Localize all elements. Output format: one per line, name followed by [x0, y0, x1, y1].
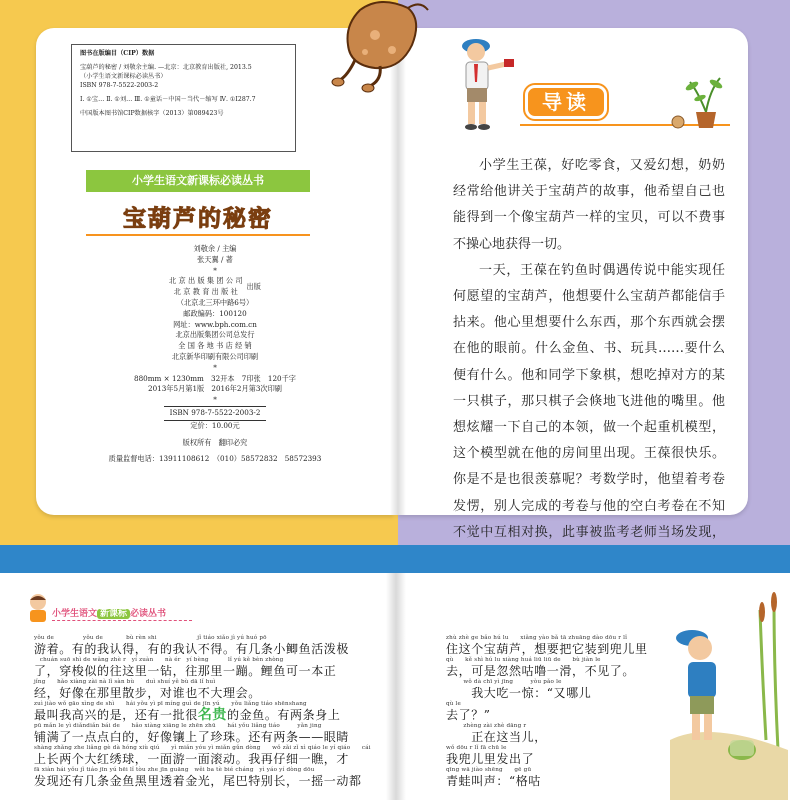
pinyin-line: zuì jiào wǒ gāo xìng de shì hái yǒu yì pī míng guì de jīn yú yǒu liǎng tiáo shēnshang: [34, 701, 307, 707]
text-line: [446, 634, 676, 656]
hanzi-line: 最叫我高兴的是，还有一批很名贵的金鱼。有两条身上: [34, 707, 341, 723]
format-spec: 880mm × 1230mm 32开本 7印张 120千字: [134, 373, 296, 383]
pinyin-line: qù le: [446, 701, 462, 707]
star-divider: *: [213, 265, 217, 275]
guide-body: [453, 153, 725, 572]
hanzi-line: 正在这当儿，: [446, 730, 547, 744]
pinyin-line: pū mǎn le yì diǎndiǎn bái de hǎo xiàng xiāng le zhēn zhū hái yǒu liǎng tiáo yǎn jing: [34, 723, 322, 729]
hanzi-line: 我大吃一惊：“又哪儿: [446, 686, 592, 700]
pinyin-line: qù kě shì hú lu xiàng huá liū liū de bù jiàn le: [446, 657, 601, 663]
gourd-monster-illustration: [320, 0, 440, 95]
text-line: [446, 722, 676, 744]
pinyin-line: qīng wā jiào shēng gē gū: [446, 767, 532, 773]
header-tag: 新课标: [97, 609, 130, 619]
cip-line: 中国版本图书馆CIP数据核字（2013）第089423号: [80, 110, 224, 117]
pinyin-line: zhù zhè ge bǎo hú lu xiǎng yào bǎ tā zhuāng dào dōu r lǐ: [446, 635, 628, 641]
pinyin-line: yǒu de yǒu de bù rèn shi jǐ tiáo xiǎo jì yú huó pō: [34, 635, 267, 641]
colophon: [36, 244, 394, 465]
hanzi-line: 经，好像在那里散步，对谁也不大理会。: [34, 686, 261, 700]
kid-reading-icon: [24, 592, 52, 624]
isbn-box: ISBN 978-7-5522-2003-2: [164, 406, 267, 421]
running-header: [52, 606, 166, 619]
pinyin-line: jǐng hǎo xiàng zài nà lǐ sàn bù duì shuí yě bù dā lǐ huì: [34, 679, 216, 685]
cip-data-box: [71, 44, 296, 152]
postcode: 邮政编码：100120: [183, 308, 247, 318]
text-line: [34, 700, 386, 722]
pinyin-line: wǒ dōu r lǐ fā chū le: [446, 745, 507, 751]
address: （北京北三环中路6号）: [176, 297, 254, 307]
story-book-spine: [386, 573, 406, 800]
boy-with-gourd-illustration: [670, 590, 788, 800]
header-rule: [52, 620, 192, 621]
potted-plant-illustration: [668, 72, 728, 132]
hanzi-line: 游着。有的我认得，有的我认不得。有几条小鲫鱼活泼极: [34, 642, 350, 656]
star-divider: *: [213, 395, 217, 405]
pinyin-line: zhèng zài zhè dāng r: [446, 723, 527, 729]
pinyin-line: chuán suō shì de wǎng zhè r yí zuàn nà ér yí bèng lǐ yú kě bèn zhòng: [34, 657, 284, 663]
title-rule: [86, 234, 310, 236]
hanzi-line: 上长两个大红绣球，一面游一面滚动。我再仔细一瞧，才: [34, 752, 350, 766]
text-line: [446, 766, 676, 788]
author: 张天翼 / 著: [197, 254, 233, 264]
pinyin-line: fā xiàn hái yǒu jǐ tiáo jīn yú hēi lǐ tòu zhe jīn guāng wěi ba tè bié cháng yì yáo yí dòng dōu: [34, 767, 315, 773]
text-line: [34, 656, 386, 678]
guide-paragraph: 小学生王葆，好吃零食，又爱幻想，奶奶经常给他讲关于宝葫芦的故事，他希望自己也能得到一个像宝葫芦一样的宝贝，可以不费事不操心地获得一切。: [453, 158, 725, 252]
website: 网址：www.bph.com.cn: [173, 319, 257, 329]
distributor: 北京出版集团公司总发行: [175, 330, 255, 340]
hanzi-line: 我兜儿里发出了: [446, 752, 535, 766]
publish-label: 出版: [246, 281, 261, 291]
pinyin-line: wǒ dà chī yì jīng yòu pǎo le: [446, 679, 562, 685]
publisher-group: 北 京 出 版 集 团 公 司: [169, 276, 243, 286]
editor: 刘敬余 / 主编: [193, 244, 237, 253]
quality-hotline: 质量监督电话：13911108612 （010）58572832 58572393: [108, 454, 322, 464]
text-line: [34, 744, 386, 766]
cip-heading: 图书在版编目（CIP）数据: [80, 50, 155, 57]
story-right-text: [446, 634, 676, 788]
price: 定价：10.00元: [190, 420, 240, 430]
text-line: [34, 722, 386, 744]
text-line: [446, 656, 676, 678]
highlighted-word: 名贵: [197, 707, 228, 723]
header-prefix: 小学生语文: [52, 609, 98, 619]
hanzi-line: 住这个宝葫芦，想要把它装到兜儿里: [446, 642, 648, 656]
story-left-text: [34, 634, 386, 788]
header-suffix: 必读丛书: [130, 609, 167, 619]
printer: 北京新华印刷有限公司印刷: [171, 351, 259, 361]
text-line: [446, 744, 676, 766]
hanzi-line: 发现还有几条金鱼黑里透着金光，尾巴特别长，一摇一动都: [34, 774, 362, 788]
text-line: [34, 634, 386, 656]
edition-info: 2013年5月第1版 2016年2月第3次印刷: [148, 384, 282, 394]
hanzi-line: 铺满了一点点白的，好像镶上了珍珠。还有两条——眼睛: [34, 730, 350, 744]
text-line: [34, 766, 386, 788]
hanzi-line: 去了？”: [446, 708, 491, 722]
seller: 全 国 各 地 书 店 经 销: [178, 341, 252, 351]
cip-line: Ⅰ. ①宝… Ⅱ. ①刘… Ⅲ. ①童话－中国－当代－缩写 Ⅳ. ①I287.7: [80, 96, 256, 103]
guide-paragraph: 一天，王葆在钓鱼时偶遇传说中能实现任何愿望的宝葫芦，他想要什么宝葫芦都能信手拈来。他心里想要什么东西，那个东西就会摆在他的眼前。什么金鱼、书、玩具……要什么便有什么。他和同学下象棋，想吃掉对方的某一只棋子，那只棋子会倏地飞进他的嘴里。他想炫耀一下自己的本领，做一个起重机模型，这个模型就在他的房间里出现。王葆很快乐。你是不是也很羡慕呢？考数学时，他望着考卷发愣，别人完成的考卷与他的空白考卷在不知不觉中互相对换，此事被监考老师当场发现，: [453, 262, 725, 540]
cip-line: 宝葫芦的秘密 / 刘敬余主编. —北京：北京教育出版社, 2013.5: [80, 64, 252, 71]
cip-line: （小学生语文新课标必读丛书）: [80, 73, 167, 80]
boy-holding-card-illustration: [448, 32, 518, 137]
hanzi-line: 了，穿梭似的往这里一钻，往那里一蹦。鲤鱼可一本正: [34, 664, 337, 678]
pinyin-line: shàng zhǎng zhe liǎng gè dà hóng xiù qiú yì miǎn yóu yì miǎn gǔn dòng wǒ zǎi zǐ xì qiáo le yí qiáo cái: [34, 745, 371, 751]
book-title: 宝葫芦的秘密: [123, 206, 273, 232]
publisher-press: 北 京 教 育 出 版 社: [173, 287, 238, 297]
cip-line: ISBN 978-7-5522-2003-2: [80, 82, 159, 89]
hanzi-line: 青蛙叫声：“格咕: [446, 774, 541, 788]
rights-notice: 版权所有 翻印必究: [182, 437, 248, 447]
guide-title: 导读: [525, 85, 607, 119]
hanzi-line: 去，可是忽然咕噜一滑，不见了。: [446, 664, 636, 678]
series-banner: 小学生语文新课标必读丛书: [86, 170, 310, 192]
text-line: [34, 678, 386, 700]
star-divider: *: [213, 362, 217, 372]
separator-band: [0, 545, 790, 573]
text-line: [446, 678, 676, 700]
text-line: [446, 700, 676, 722]
